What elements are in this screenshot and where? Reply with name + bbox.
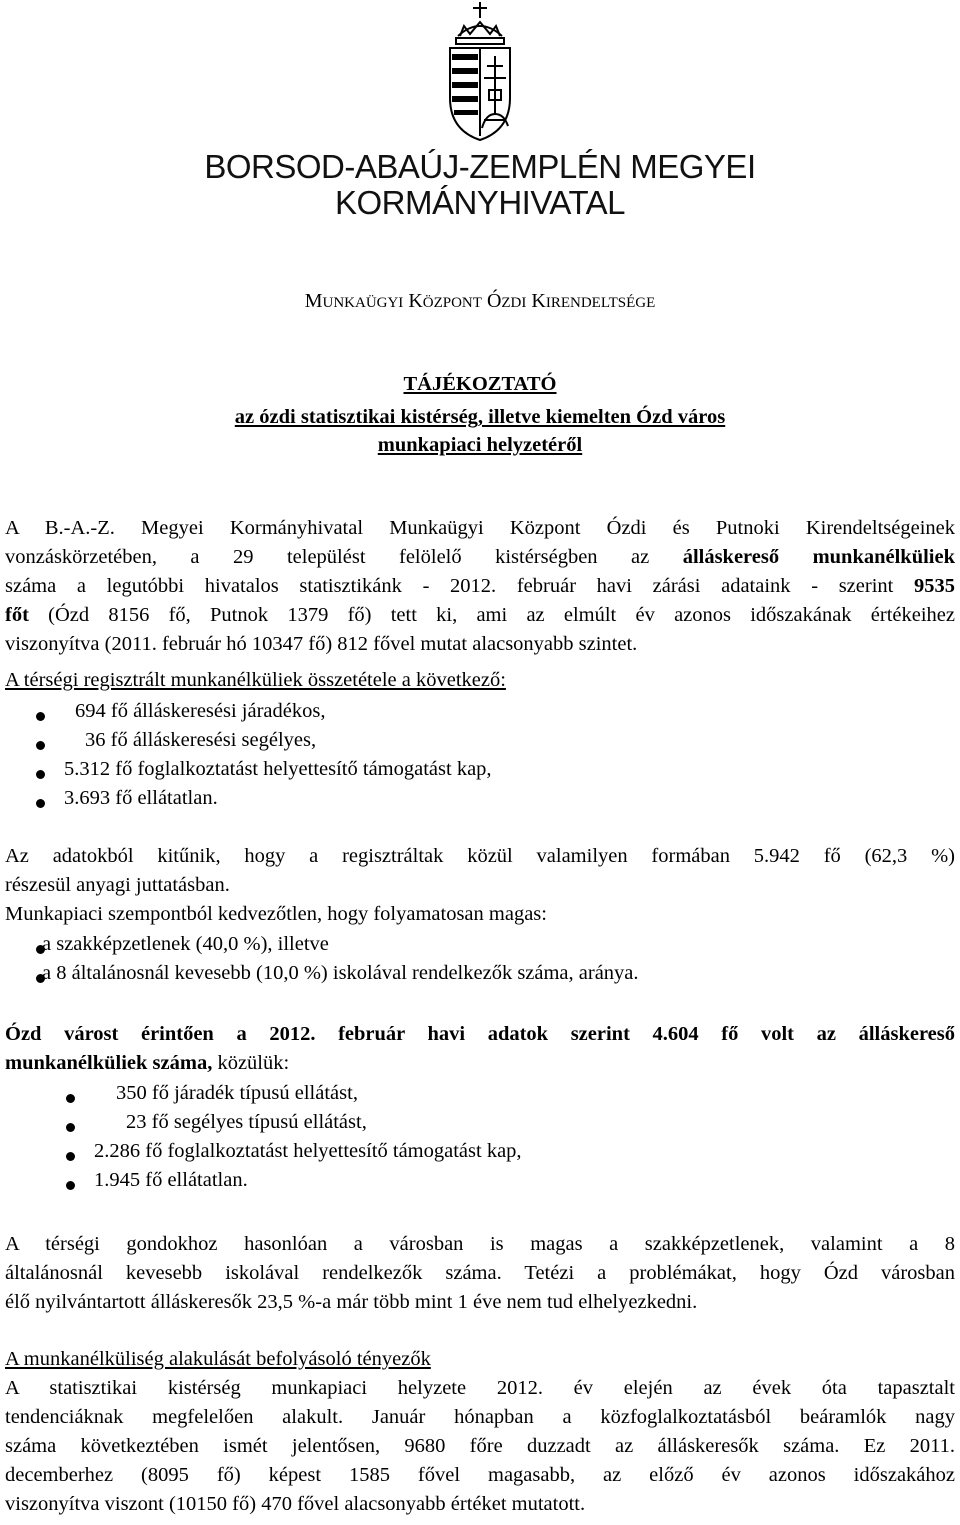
bullet-icon	[36, 770, 45, 779]
coat-of-arms-logo	[420, 2, 540, 142]
para1-line: vonzáskörzetében, a 29 települést felölelő kistérségben az álláskereső munkanélküliek	[5, 546, 955, 568]
para2-line: Munkapiaci szempontból kedvezőtlen, hogy folyamatosan magas:	[5, 903, 547, 925]
list-item: 36 fő álláskeresési segélyes,	[85, 729, 317, 751]
bullet-icon	[66, 1123, 75, 1132]
list-item: 694 fő álláskeresési járadékos,	[75, 700, 326, 722]
factors-line: decemberhez (8095 fő) képest 1585 fővel magasabb, az előző év azonos időszakához	[5, 1464, 955, 1486]
para3-line: A térségi gondokhoz hasonlóan a városban is magas a szakképzetlenek, valamint a 8	[5, 1233, 955, 1255]
list-item: 2.286 fő foglalkoztatást helyettesítő támogatást kap,	[94, 1140, 522, 1162]
bullet-icon	[36, 741, 45, 750]
para1-line: A B.-A.-Z. Megyei Kormányhivatal Munkaügyi Központ Ózdi és Putnoki Kirendeltségeinek	[5, 517, 955, 539]
para1-line: száma a legutóbbi hivatalos statisztikánk - 2012. február havi zárási adataink - szerint 9535	[5, 575, 955, 597]
office-letter: Ó	[486, 290, 502, 312]
bullet-icon	[66, 1094, 75, 1103]
para3-line: élő nyilvántartott álláskeresők 23,5 %-a már több mint 1 éve nem tud elhelyezkedni.	[5, 1291, 698, 1313]
ozd-line: Ózd várost érintően a 2012. február havi adatok szerint 4.604 fő volt az álláskereső	[5, 1023, 955, 1045]
list-item: 350 fő járadék típusú ellátást,	[116, 1082, 358, 1104]
para1-line: viszonyítva (2011. február hó 10347 fő) 812 fővel mutat alacsonyabb szintet.	[5, 633, 638, 655]
factors-line: tendenciáknak megfelelően alakult. Január hónapban a közfoglalkoztatásból beáramlók nagy	[5, 1406, 955, 1428]
list-item: 23 fő segélyes típusú ellátást,	[126, 1111, 367, 1133]
ozd-line: munkanélküliek száma, közülük:	[5, 1052, 290, 1074]
bullet-icon	[36, 799, 45, 808]
para2-line: részesül anyagi juttatásban.	[5, 874, 230, 896]
list-item: a szakképzetlenek (40,0 %), illetve	[42, 933, 329, 955]
office-word: UNKAÜGYI	[322, 295, 404, 311]
bullet-icon	[66, 1152, 75, 1161]
para3-line: általánosnál kevesebb iskolával rendelkezők száma. Tetézi a problémákat, hogy Ózd városban	[5, 1262, 955, 1284]
list-item: 3.693 fő ellátatlan.	[64, 787, 218, 809]
para2-line: Az adatokból kitűnik, hogy a regisztráltak közül valamilyen formában 5.942 fő (62,3 %)	[5, 845, 955, 867]
office-letter: M	[304, 290, 323, 312]
office-letter: K	[408, 290, 423, 312]
bullet-icon	[36, 712, 45, 721]
agency-name-line1: BORSOD-ABAÚJ-ZEMPLÉN MEGYEI	[204, 148, 756, 185]
bullet-icon	[66, 1181, 75, 1190]
factors-line: viszonyítva viszont (10150 fő) 470 fővel alacsonyabb értéket mutatott.	[5, 1493, 586, 1515]
doc-subtitle-line1: az ózdi statisztikai kistérség, illetve kiemelten Ózd város	[234, 406, 726, 428]
list-item: 1.945 fő ellátatlan.	[94, 1169, 248, 1191]
office-word: IRENDELTSÉGE	[545, 295, 656, 311]
doc-title: TÁJÉKOZTATÓ	[403, 373, 557, 395]
office-name	[0, 290, 960, 313]
doc-subtitle-line2: munkapiaci helyzetéről	[377, 434, 583, 456]
agency-name-line2: KORMÁNYHIVATAL	[334, 184, 626, 221]
factors-line: száma következtében ismét jelentősen, 9680 főre duzzadt az álláskeresők száma. Ez 2011.	[5, 1435, 955, 1457]
para1-line: főt (Ózd 8156 fő, Putnok 1379 fő) tett ki, ami az elmúlt év azonos időszakának értékeihez	[5, 604, 955, 626]
office-word: ÖZPONT	[422, 295, 482, 311]
factors-heading: A munkanélküliség alakulását befolyásoló tényezők	[5, 1348, 431, 1370]
list-item: 5.312 fő foglalkoztatást helyettesítő támogatást kap,	[64, 758, 492, 780]
factors-line: A statisztikai kistérség munkapiaci helyzete 2012. év elején az évek óta tapasztalt	[5, 1377, 955, 1399]
office-letter: K	[531, 290, 546, 312]
list-item: a 8 általánosnál kevesebb (10,0 %) iskolával rendelkezők száma, aránya.	[42, 962, 639, 984]
office-word: ZDI	[501, 295, 527, 311]
composition-heading: A térségi regisztrált munkanélküliek összetétele a következő:	[5, 669, 506, 691]
